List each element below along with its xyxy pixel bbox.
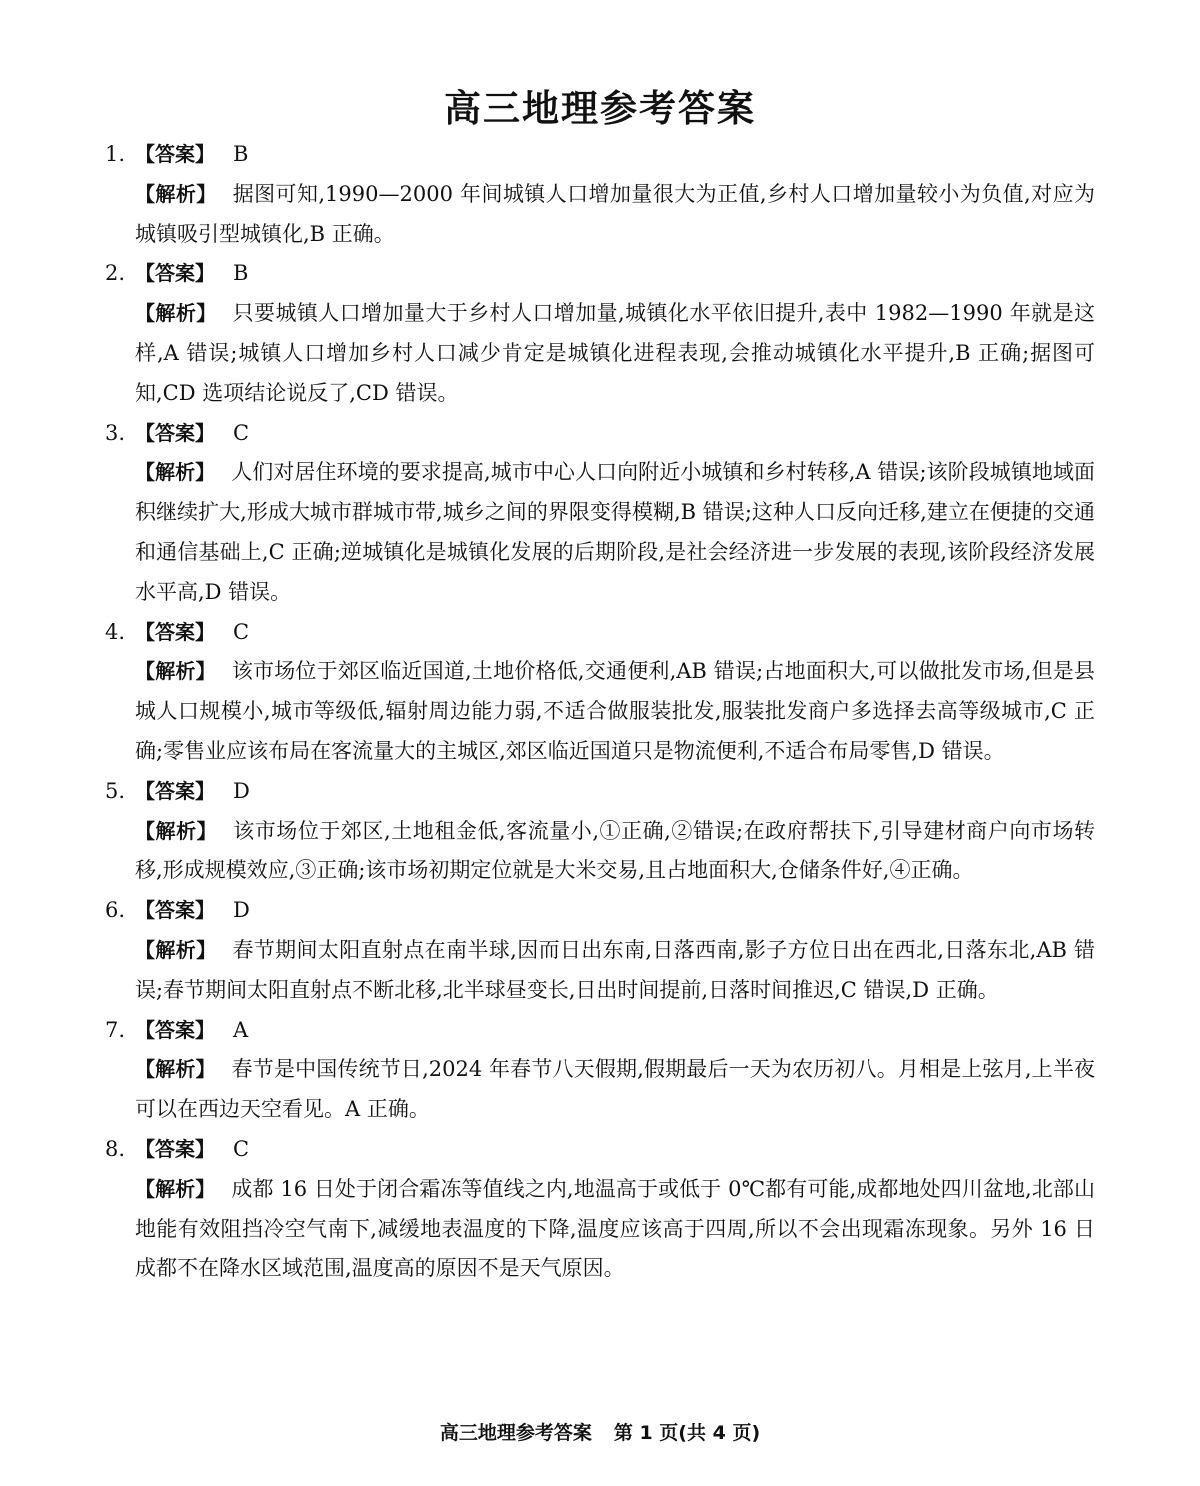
answer-line [105,1130,1095,1170]
question-number: 2. [105,261,126,286]
answer-label: 【答案】 [135,619,215,644]
answer-list [105,135,1095,1289]
question-number: 7. [105,1017,126,1042]
explanation-label: 【解析】 [135,818,218,843]
explanation-text: 人们对居住环境的要求提高,城市中心人口向附近小城镇和乡村转移,A 错误;该阶段城镇地域面积继续扩大,形成大城市群城市带,城乡之间的界限变得模糊,B 错误;这种人口反向迁移,建立在便捷的交通和通信基础上,C 正确;逆城镇化是城镇化发展的后期阶段,是社会经济进一步发展的表现,该阶段经济发展水平高,D 错误。 [135,460,1096,604]
answer-value: B [233,261,249,286]
explanation [105,931,1095,1011]
answer-line [105,772,1095,812]
question-item-4 [105,613,1095,772]
answer-label: 【答案】 [135,1017,215,1042]
answer-label: 【答案】 [135,420,215,445]
question-number: 3. [105,420,126,445]
explanation-text: 该市场位于郊区临近国道,土地价格低,交通便利,AB 错误;占地面积大,可以做批发市场,但是县城人口规模小,城市等级低,辐射周边能力弱,不适合做服装批发,服装批发商户多选择去高等级城市,C 正确;零售业应该布局在客流量大的主城区,郊区临近国道只是物流便利,不适合布局零售,D 错误。 [135,659,1095,763]
explanation-label: 【解析】 [135,1057,216,1082]
answer-label: 【答案】 [135,142,215,166]
explanation [105,294,1095,413]
explanation [105,1170,1095,1289]
answer-line [105,414,1095,454]
answer-label: 【答案】 [135,778,215,803]
explanation-label: 【解析】 [135,301,217,326]
explanation-text: 只要城镇人口增加量大于乡村人口增加量,城镇化水平依旧提升,表中 1982—1990 年就是这样,A 错误;城镇人口增加乡村人口减少肯定是城镇化进程表现,会推动城镇化水平提升,B 正确;据图可知,CD 选项结论说反了,CD 错误。 [135,301,1095,405]
question-item-2 [105,254,1095,413]
question-number: 5. [105,778,126,803]
explanation-label: 【解析】 [135,659,216,684]
question-item-8 [105,1130,1095,1289]
answer-line [105,891,1095,931]
question-number: 8. [105,1136,126,1161]
footer-page-info: 第 1 页(共 4 页) [613,1422,761,1444]
question-item-1 [105,135,1095,254]
answer-value: C [233,1136,250,1161]
explanation-label: 【解析】 [135,1176,216,1201]
answer-value: A [233,1017,249,1042]
explanation-text: 春节是中国传统节日,2024 年春节八天假期,假期最后一天为农历初八。月相是上弦月,上半夜可以在西边天空看见。A 正确。 [135,1057,1095,1122]
answer-label: 【答案】 [135,1136,215,1161]
explanation-text: 该市场位于郊区,土地租金低,客流量小,①正确,②错误;在政府帮扶下,引导建材商户向市场转移,形成规模效应,③正确;该市场初期定位就是大米交易,且占地面积大,仓储条件好,④正确。 [135,818,1096,883]
answer-value: B [233,142,249,166]
explanation [105,812,1095,892]
explanation [105,453,1095,612]
explanation-text: 成都 16 日处于闭合霜冻等值线之内,地温高于或低于 0℃都有可能,成都地处四川盆地,北部山地能有效阻挡冷空气南下,减缓地表温度的下降,温度应该高于四周,所以不会出现霜冻现象。另外 16 日成都不在降水区域范围,温度高的原因不是天气原因。 [135,1176,1096,1281]
answer-line [105,613,1095,653]
page-footer [0,1419,1200,1447]
question-number: 1. [105,142,126,166]
explanation-label: 【解析】 [135,937,217,962]
answer-value: D [233,898,250,923]
explanation [105,1050,1095,1130]
answer-value: D [233,778,250,803]
explanation-label: 【解析】 [135,460,216,485]
answer-label: 【答案】 [135,261,215,286]
explanation-text: 春节期间太阳直射点在南半球,因而日出东南,日落西南,影子方位日出在西北,日落东北,AB 错误;春节期间太阳直射点不断北移,北半球昼变长,日出时间提前,日落时间推迟,C 错误,D 正确。 [135,937,1095,1002]
answer-line [105,1011,1095,1051]
answer-line [105,254,1095,294]
answer-value: C [233,619,250,644]
question-item-7 [105,1011,1095,1130]
explanation [105,652,1095,771]
footer-doc-name: 高三地理参考答案 [439,1422,592,1444]
explanation-text: 据图可知,1990—2000 年间城镇人口增加量很大为正值,乡村人口增加量较小为负值,对应为城镇吸引型城镇化,B 正确。 [135,181,1095,246]
explanation-label: 【解析】 [135,181,217,206]
answer-line [105,135,1095,175]
answer-label: 【答案】 [135,898,215,923]
page-title: 高三地理参考答案 [444,86,756,130]
question-number: 6. [105,898,126,923]
question-item-5 [105,772,1095,891]
answer-value: C [233,420,250,445]
explanation [105,175,1095,255]
question-number: 4. [105,619,126,644]
question-item-6 [105,891,1095,1010]
question-item-3 [105,414,1095,613]
